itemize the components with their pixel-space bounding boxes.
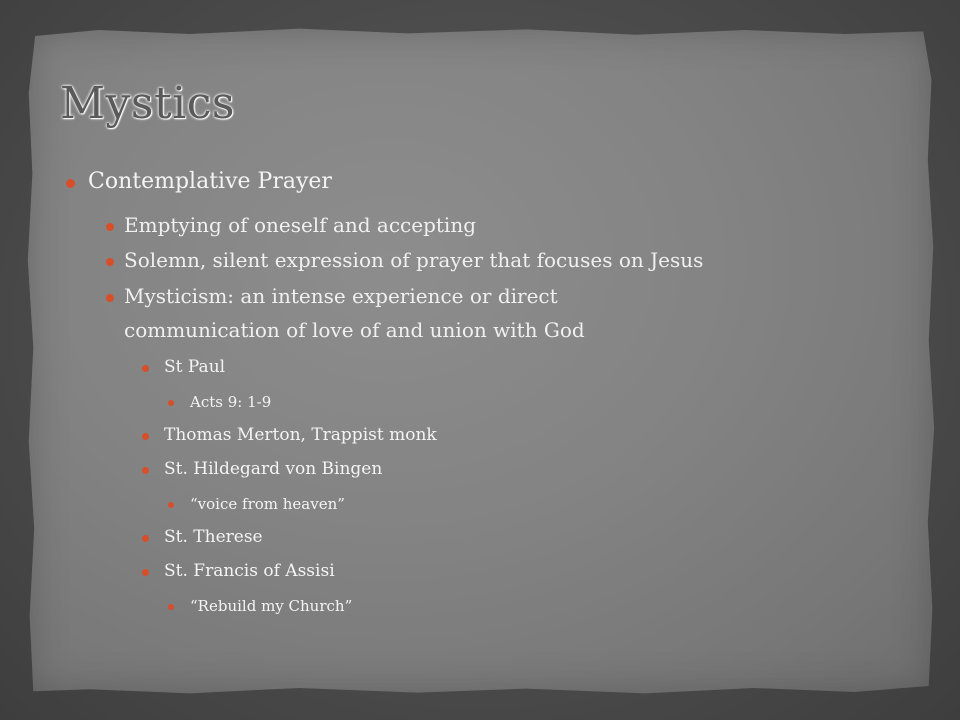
bullet-icon (142, 535, 149, 542)
bullet-solemn: Solemn, silent expression of prayer that focuses on Jesus (124, 248, 704, 272)
bullet-contemplative-prayer: Contemplative Prayer (88, 169, 332, 194)
bullet-icon (168, 502, 174, 508)
bullet-icon (142, 569, 149, 576)
bullet-mysticism-line1: Mysticism: an intense experience or direct (124, 284, 558, 308)
bullet-francis: St. Francis of Assisi (164, 561, 335, 581)
bullet-icon (142, 433, 149, 440)
bullet-emptying: Emptying of oneself and accepting (124, 213, 477, 237)
bullet-acts: Acts 9: 1-9 (190, 393, 272, 411)
bullet-voice-from-heaven: “voice from heaven” (190, 495, 345, 513)
bullet-therese: St. Therese (164, 527, 263, 547)
bullet-icon (142, 467, 149, 474)
bullet-rebuild: “Rebuild my Church” (190, 597, 353, 615)
bullet-icon (142, 365, 149, 372)
slide-title: Mystics (60, 78, 235, 129)
bullet-st-paul: St Paul (164, 357, 226, 377)
bullet-icon (66, 179, 75, 188)
bullet-icon (106, 258, 114, 266)
bullet-icon (106, 294, 114, 302)
bullet-icon (168, 400, 174, 406)
bullet-mysticism-line2: communication of love of and union with God (124, 318, 585, 342)
bullet-icon (168, 604, 174, 610)
bullet-icon (106, 223, 114, 231)
bullet-hildegard: St. Hildegard von Bingen (164, 459, 383, 479)
bullet-merton: Thomas Merton, Trappist monk (164, 425, 437, 445)
